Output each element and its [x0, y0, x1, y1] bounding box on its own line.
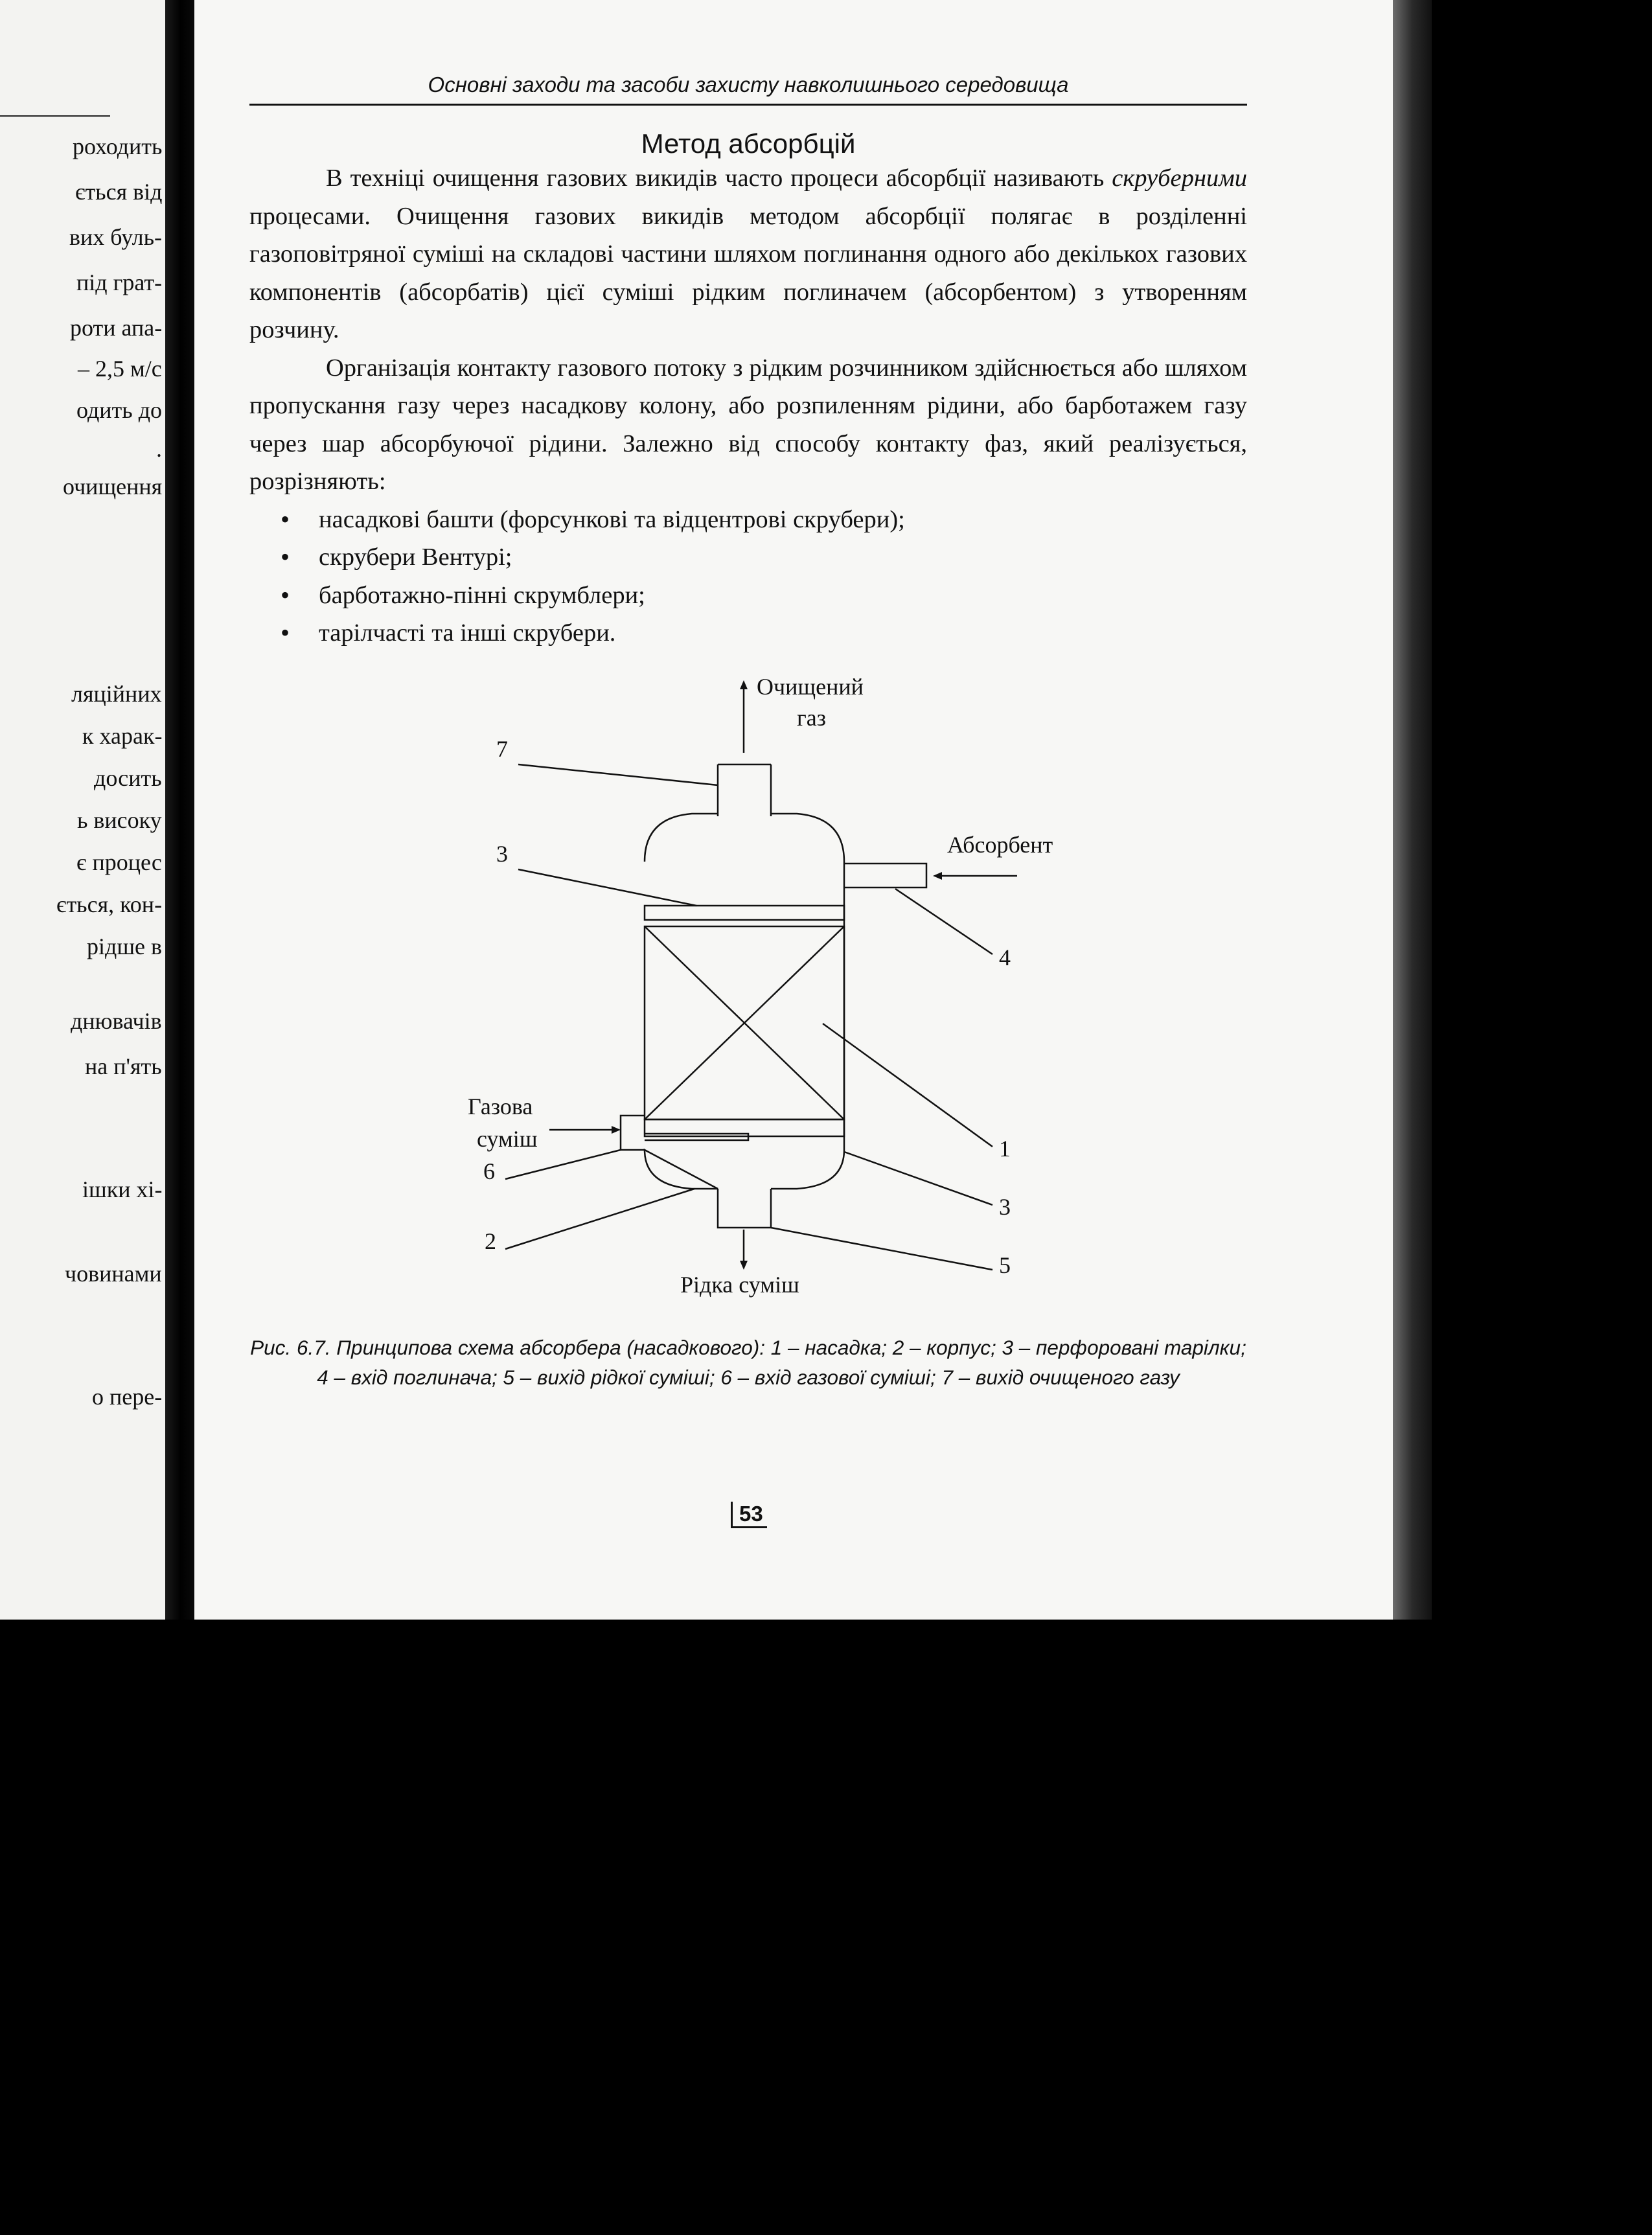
left-page-line: о пере-: [92, 1384, 163, 1410]
label-4: 4: [999, 945, 1011, 970]
left-page-line: ь високу: [77, 807, 162, 833]
leader-2: [505, 1189, 694, 1249]
vessel-body: [645, 814, 844, 1189]
label-gas-mixture-2: суміш: [477, 1126, 538, 1152]
absorbent-arrow-head: [933, 872, 942, 880]
leader-6: [505, 1150, 621, 1179]
label-3-lower: 3: [999, 1194, 1011, 1220]
label-6: 6: [483, 1158, 495, 1184]
list-item: • насадкові башти (форсункові та відцентрові скрубери);: [249, 501, 1247, 539]
page-edge: [1393, 0, 1432, 1620]
left-page-line: роходить: [73, 133, 163, 159]
left-page: [0, 0, 165, 1620]
absorber-diagram: [447, 667, 1095, 1322]
gas-inlet-nozzle: [621, 1116, 645, 1150]
leader-1: [823, 1024, 992, 1147]
label-7: 7: [496, 736, 508, 762]
list-item: • скрубери Вентурі;: [249, 538, 1247, 577]
label-1: 1: [999, 1136, 1011, 1162]
left-page-line: роти апа-: [70, 315, 163, 341]
left-page-line: одить до: [76, 397, 163, 423]
absorbent-inlet-nozzle: [844, 864, 926, 888]
leader-7: [518, 764, 718, 785]
page-number: 53: [731, 1502, 767, 1528]
label-clean-gas-2: газ: [797, 705, 826, 731]
leader-3-lower: [844, 1152, 992, 1205]
left-page-line: під грат-: [76, 269, 163, 295]
body-text: [249, 159, 1247, 652]
list-item: • тарілчасті та інші скрубери.: [249, 614, 1247, 652]
clean-gas-arrow-head: [740, 680, 748, 689]
header-rule: [249, 104, 1247, 106]
section-title: Метод абсорбцій: [641, 128, 856, 159]
left-page-line: ішки хі-: [82, 1176, 163, 1202]
left-page-line: ляційних: [71, 681, 162, 707]
left-page-line: к харак-: [82, 723, 163, 749]
top-outlet-neck: [718, 764, 771, 816]
left-page-line: рідше в: [87, 934, 163, 959]
paragraph-2: Організація контакту газового потоку з рідким розчинником здійснюється або шляхом пропускання газу через насадкову колону, або розпиленням рідини, або барботажем газу через шар абсорбуючої рідини. Залежно від способу контакту фаз, який реалізується, розрізняють:: [249, 354, 1247, 495]
left-page-line: на п'ять: [85, 1053, 162, 1079]
list-item: • барботажно-пінні скрумблери;: [249, 577, 1247, 615]
figure-caption: Рис. 6.7. Принципова схема абсорбера (насадкового): 1 – насадка; 2 – корпус; 3 – перфоровані тарілки; 4 – вхід поглинача; 5 – вихід рідкої суміші; 6 – вхід газової суміші; 7 – вихід очищеного газу: [250, 1336, 1246, 1389]
left-page-line: вих буль-: [69, 224, 162, 250]
paragraph-1: В техніці очищення газових викидів часто процеси абсорбції називають скруберними процесами. Очищення газових викидів методом абсорбції полягає в розділенні газоповітряної суміші на складові частини шляхом поглинання одного або декількох газових компонентів (абсорбатів) цієї суміші рідким поглиначем (абсорбентом) з утворенням розчину.: [249, 165, 1247, 343]
left-page-line: є процес: [76, 849, 162, 875]
upper-perforated-plate: [645, 906, 844, 920]
label-absorbent: Абсорбент: [947, 832, 1053, 858]
leader-5: [771, 1228, 992, 1270]
label-5: 5: [999, 1252, 1011, 1278]
bullet-list: [249, 501, 1247, 652]
left-page-line: ється від: [75, 179, 163, 205]
label-2: 2: [485, 1228, 496, 1254]
leader-3-upper: [518, 869, 696, 906]
left-page-line: .: [156, 436, 162, 462]
label-liquid-mixture: Рідка суміш: [680, 1272, 799, 1298]
liquid-outlet-arrow-head: [740, 1261, 748, 1270]
running-header: Основні заходи та засоби захисту навколишнього середовища: [428, 73, 1069, 97]
left-page-line: – 2,5 м/с: [78, 356, 162, 382]
left-page-line: човинами: [65, 1261, 162, 1287]
bottom-outlet-neck: [718, 1189, 771, 1228]
left-page-line: днювачів: [71, 1008, 162, 1034]
left-page-rule: [0, 115, 110, 117]
left-page-line: ється, кон-: [56, 891, 163, 917]
leader-4: [895, 889, 992, 954]
left-page-line: очищення: [63, 474, 163, 499]
emphasis-term: скруберними: [1112, 165, 1247, 192]
label-clean-gas-1: Очищений: [757, 674, 864, 700]
gas-inlet-arrow-head: [612, 1126, 621, 1134]
label-gas-mixture-1: Газова: [468, 1094, 533, 1119]
label-3-upper: 3: [496, 841, 508, 867]
left-page-line: досить: [94, 765, 162, 791]
